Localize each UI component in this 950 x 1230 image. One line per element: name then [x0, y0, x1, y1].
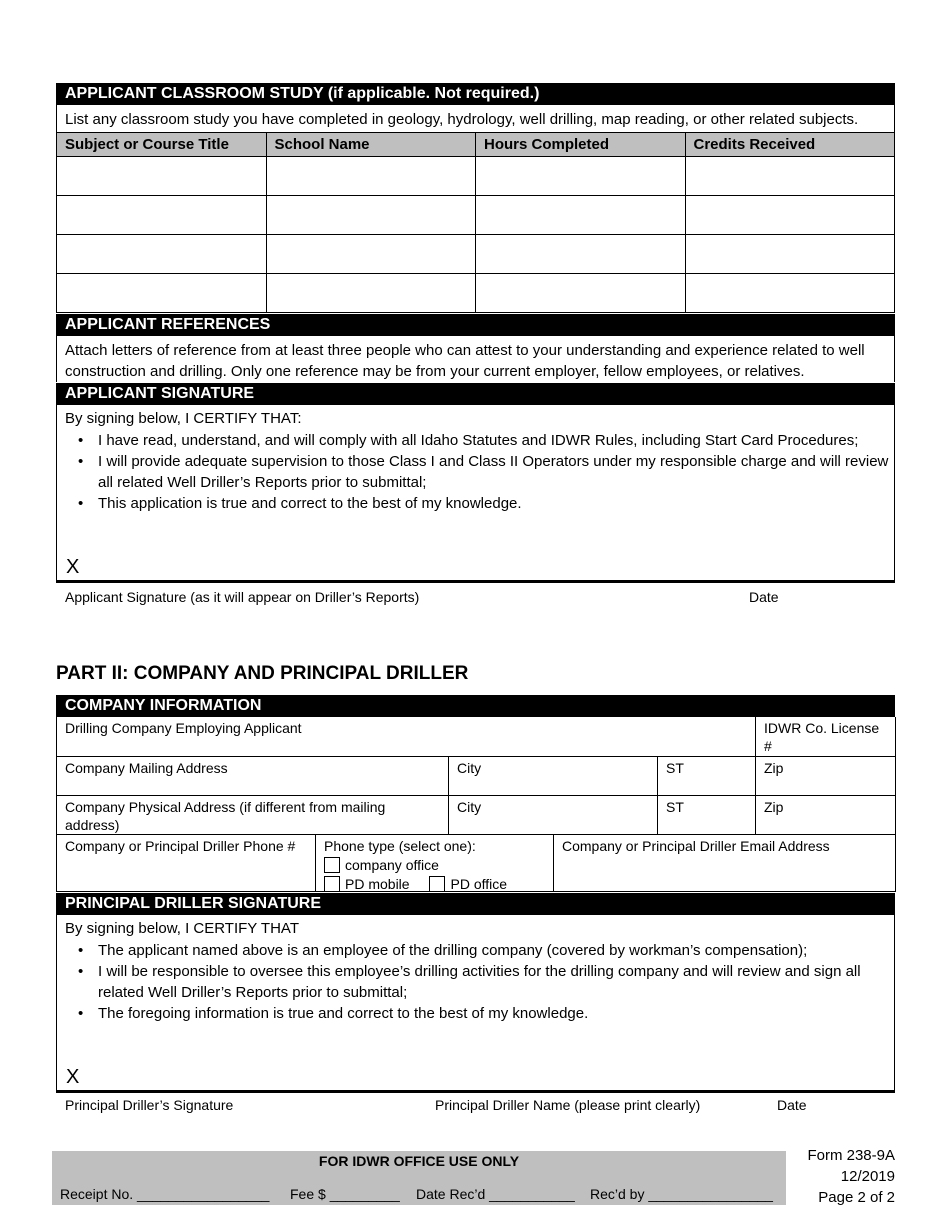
zip-label: Zip — [764, 760, 784, 776]
subject-cell[interactable] — [57, 235, 267, 274]
form-footer — [807, 1145, 895, 1208]
credits-cell[interactable] — [685, 196, 895, 235]
principal-certify-list — [57, 940, 894, 1024]
mailing-state-field[interactable] — [658, 757, 756, 796]
list-item: • I have read, understand, and will comply with all Idaho Statutes and IDWR Rules, including Start Card Procedures; — [98, 430, 894, 451]
phone-field[interactable] — [57, 835, 316, 892]
school-cell[interactable] — [266, 274, 476, 313]
references-text: Attach letters of reference from at least three people who can attest to your understanding and experience related to well construction and drilling. Only one reference may be from your current employer, fellow employees, or relatives. — [65, 342, 865, 380]
hours-cell[interactable] — [476, 157, 686, 196]
phone-label: Company or Principal Driller Phone # — [65, 838, 296, 854]
principal-signature-title: PRINCIPAL DRILLER SIGNATURE — [65, 895, 322, 912]
principal-signature-section — [56, 915, 895, 1093]
principal-signature-field[interactable] — [87, 1065, 887, 1089]
license-field[interactable] — [756, 717, 896, 757]
applicant-signature-header — [56, 383, 895, 405]
references-header — [56, 314, 895, 336]
school-cell[interactable] — [266, 157, 476, 196]
school-cell[interactable] — [266, 196, 476, 235]
physical-city-field[interactable] — [449, 796, 658, 835]
classroom-study-table — [56, 132, 895, 313]
classroom-instruction-text: List any classroom study you have completed in geology, hydrology, well drilling, map reading, or other related subjects. — [65, 111, 859, 128]
table-header-row — [57, 133, 895, 157]
applicant-certify-intro: By signing below, I CERTIFY THAT: — [65, 410, 302, 427]
email-field[interactable] — [554, 835, 896, 892]
email-label: Company or Principal Driller Email Address — [562, 838, 830, 854]
list-item: • The foregoing information is true and correct to the best of my knowledge. — [98, 1003, 894, 1024]
pd-mobile-label: PD mobile — [345, 876, 410, 892]
mailing-city-field[interactable] — [449, 757, 658, 796]
table-row — [57, 274, 895, 313]
applicant-signature-field[interactable] — [87, 555, 887, 579]
office-use-title: FOR IDWR OFFICE USE ONLY — [318, 1153, 520, 1169]
part2-title: PART II: COMPANY AND PRINCIPAL DRILLER — [56, 663, 469, 684]
drilling-company-label: Drilling Company Employing Applicant — [65, 720, 302, 736]
page-number: Page 2 of 2 — [818, 1189, 895, 1206]
mailing-address-field[interactable] — [57, 757, 449, 796]
column-header-subject: Subject or Course Title — [57, 133, 267, 157]
classroom-study-header — [56, 83, 895, 105]
pd-mobile-checkbox[interactable] — [324, 876, 340, 892]
school-cell[interactable] — [266, 235, 476, 274]
subject-cell[interactable] — [57, 196, 267, 235]
phone-option-pd-mobile[interactable] — [324, 876, 410, 892]
applicant-signature-title: APPLICANT SIGNATURE — [65, 385, 255, 402]
subject-cell[interactable] — [57, 157, 267, 196]
hours-cell[interactable] — [476, 196, 686, 235]
credits-cell[interactable] — [685, 157, 895, 196]
office-use-box — [52, 1151, 786, 1205]
date-received: Date Rec’d ___________ — [416, 1186, 575, 1202]
list-item: • I will be responsible to oversee this employee’s drilling activities for the drilling company and will review and sign all related Well Driller’s Reports prior to submittal; — [98, 961, 894, 1003]
drilling-company-field[interactable] — [57, 717, 756, 757]
state-label: ST — [666, 760, 684, 776]
license-label: IDWR Co. License # — [764, 720, 880, 754]
hours-cell[interactable] — [476, 235, 686, 274]
principal-certify-intro: By signing below, I CERTIFY THAT — [65, 920, 299, 937]
form-date: 12/2019 — [840, 1168, 895, 1185]
principal-name-label: Principal Driller Name (please print clearly) — [435, 1097, 701, 1113]
receipt-number: Receipt No. _________________ — [60, 1186, 270, 1202]
pd-office-checkbox[interactable] — [429, 876, 445, 892]
applicant-certify-list — [57, 430, 894, 514]
form-number: Form 238-9A — [807, 1147, 895, 1164]
mailing-address-label: Company Mailing Address — [65, 760, 228, 776]
list-item: • I will provide adequate supervision to those Class I and Class II Operators under my responsible charge and will review all related Well Driller’s Reports prior to submittal; — [98, 451, 894, 493]
classroom-study-instruction — [56, 105, 895, 132]
column-header-school: School Name — [266, 133, 476, 157]
physical-address-label: Company Physical Address (if different from mailing address) — [65, 799, 386, 833]
pd-office-label: PD office — [450, 876, 508, 892]
credits-cell[interactable] — [685, 274, 895, 313]
list-item: • This application is true and correct to the best of my knowledge. — [98, 493, 894, 514]
references-section — [56, 336, 895, 382]
state-label: ST — [666, 799, 684, 815]
city-label: City — [457, 799, 482, 815]
company-info-grid — [56, 717, 895, 892]
classroom-study-title: APPLICANT CLASSROOM STUDY (if applicable. Not required.) — [65, 85, 540, 102]
physical-zip-field[interactable] — [756, 796, 896, 835]
zip-label: Zip — [764, 799, 784, 815]
references-title: APPLICANT REFERENCES — [65, 316, 271, 333]
list-item: • The applicant named above is an employee of the drilling company (covered by workman’s compensation); — [98, 940, 894, 961]
received-by: Rec’d by ________________ — [590, 1186, 773, 1202]
applicant-x-mark: X — [66, 556, 80, 578]
credits-cell[interactable] — [685, 235, 895, 274]
city-label: City — [457, 760, 482, 776]
principal-date-label: Date — [777, 1097, 807, 1113]
principal-x-mark: X — [66, 1066, 80, 1088]
phone-type-label: Phone type (select one): — [324, 838, 476, 854]
principal-signature-header — [56, 893, 895, 915]
applicant-signature-label: Applicant Signature (as it will appear on Driller’s Reports) — [65, 589, 420, 605]
phone-option-company-office[interactable] — [324, 856, 545, 875]
company-office-label: company office — [345, 857, 439, 873]
column-header-hours: Hours Completed — [476, 133, 686, 157]
company-info-title: COMPANY INFORMATION — [65, 697, 262, 714]
phone-option-pd-office[interactable] — [429, 876, 507, 892]
company-office-checkbox[interactable] — [324, 857, 340, 873]
physical-state-field[interactable] — [658, 796, 756, 835]
company-info-header — [56, 695, 895, 717]
column-header-credits: Credits Received — [685, 133, 895, 157]
table-row — [57, 196, 895, 235]
table-row — [57, 235, 895, 274]
principal-signature-label: Principal Driller’s Signature — [65, 1097, 234, 1113]
phone-type-group — [316, 835, 554, 892]
hours-cell[interactable] — [476, 274, 686, 313]
table-row — [57, 157, 895, 196]
subject-cell[interactable] — [57, 274, 267, 313]
physical-address-field[interactable] — [57, 796, 449, 835]
fee-amount: Fee $ _________ — [290, 1186, 400, 1202]
mailing-zip-field[interactable] — [756, 757, 896, 796]
applicant-signature-section — [56, 405, 895, 583]
applicant-date-label: Date — [749, 589, 779, 605]
